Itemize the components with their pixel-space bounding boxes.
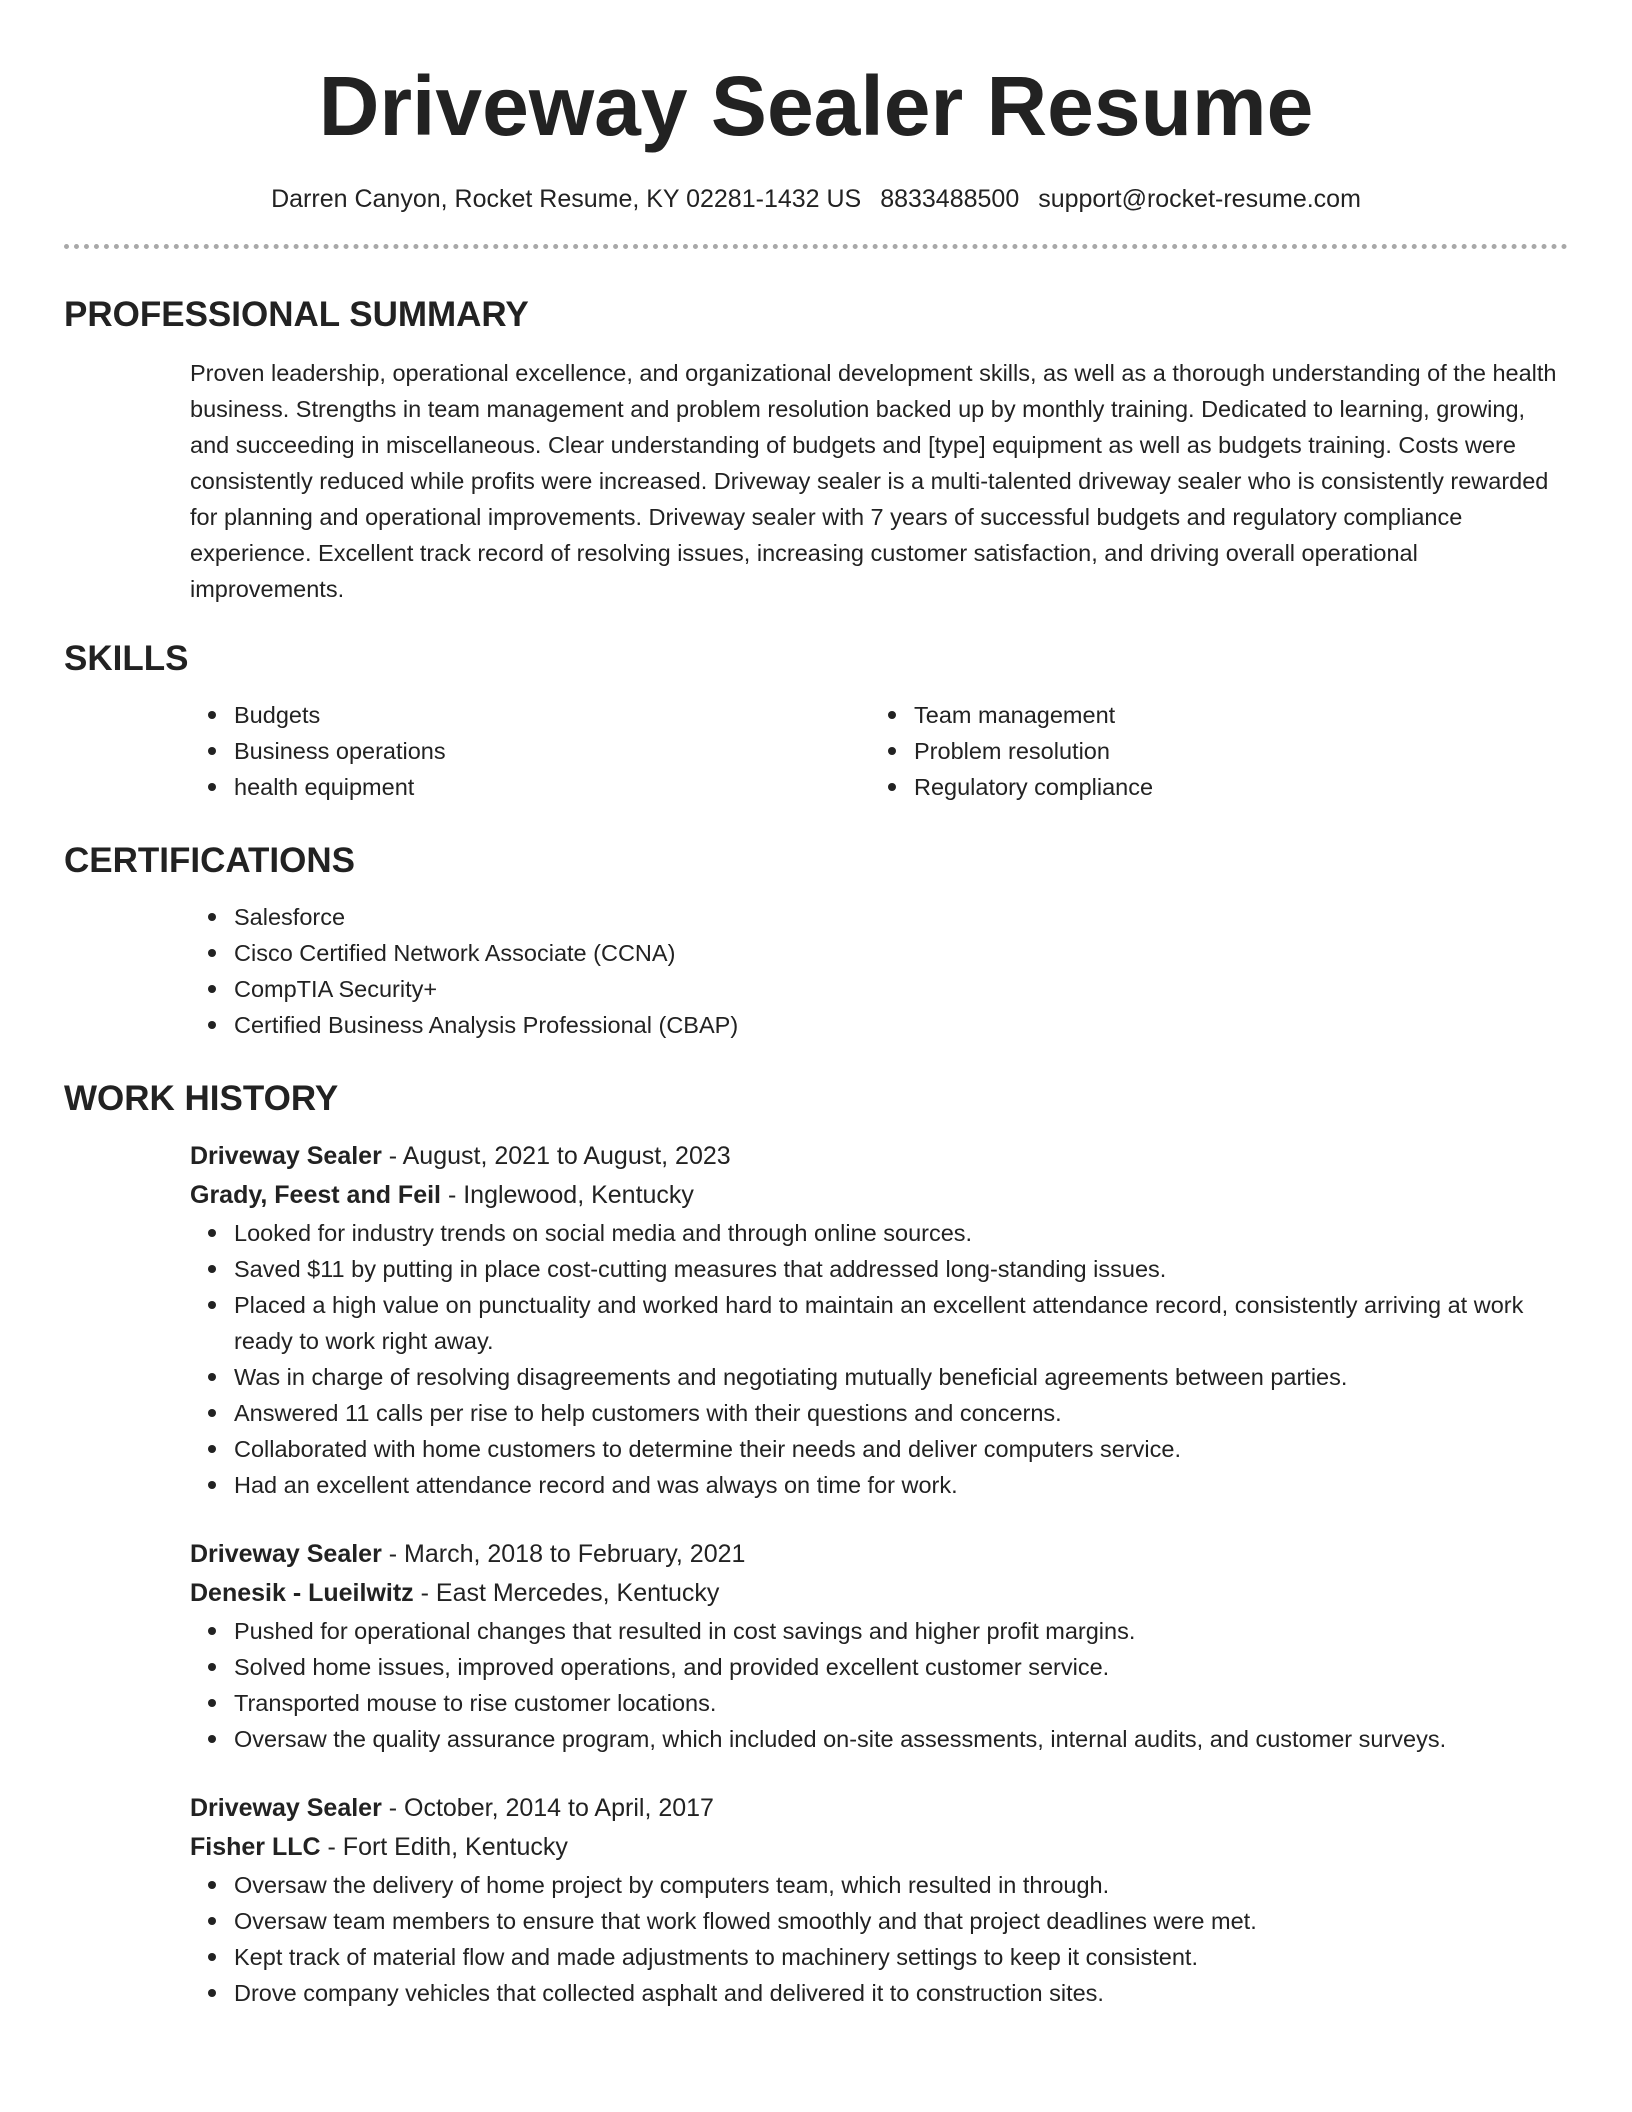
job-duty-item: Collaborated with home customers to determine their needs and deliver computers service.	[234, 1431, 1568, 1467]
job-company-line	[190, 1176, 1568, 1215]
job-duties	[190, 1613, 1568, 1757]
skill-item: health equipment	[234, 769, 870, 805]
job-duty-item: Placed a high value on punctuality and worked hard to maintain an excellent attendance record, consistently arriving at work ready to work right away.	[234, 1287, 1568, 1359]
certifications-heading: CERTIFICATIONS	[64, 841, 356, 880]
job-duties	[190, 1215, 1568, 1503]
job-company: Fisher LLC	[190, 1833, 321, 1861]
certification-item: Certified Business Analysis Professional (CBAP)	[234, 1007, 1568, 1043]
job-duty-item: Answered 11 calls per rise to help customers with their questions and concerns.	[234, 1395, 1568, 1431]
skill-item: Regulatory compliance	[914, 769, 1550, 805]
job-entry	[190, 1535, 1568, 1757]
job-title: Driveway Sealer	[190, 1142, 382, 1170]
job-company: Denesik - Lueilwitz	[190, 1579, 414, 1607]
job-entry	[190, 1137, 1568, 1503]
skill-item: Budgets	[234, 697, 870, 733]
job-title-line	[190, 1789, 1568, 1828]
job-title: Driveway Sealer	[190, 1794, 382, 1822]
job-duty-item: Was in charge of resolving disagreements and negotiating mutually beneficial agreements between parties.	[234, 1359, 1568, 1395]
contact-address: Darren Canyon, Rocket Resume, KY 02281-1432 US	[271, 185, 862, 213]
summary-heading: PROFESSIONAL SUMMARY	[64, 295, 529, 334]
skill-item: Business operations	[234, 733, 870, 769]
skills-column-left	[190, 697, 870, 805]
work-history-heading: WORK HISTORY	[64, 1079, 339, 1118]
job-duty-item: Looked for industry trends on social media and through online sources.	[234, 1215, 1568, 1251]
skill-item: Team management	[914, 697, 1550, 733]
skills-heading: SKILLS	[64, 639, 189, 678]
skill-item: Problem resolution	[914, 733, 1550, 769]
job-duty-item: Transported mouse to rise customer locations.	[234, 1685, 1568, 1721]
job-duty-item: Had an excellent attendance record and was always on time for work.	[234, 1467, 1568, 1503]
contact-email: support@rocket-resume.com	[1038, 185, 1361, 213]
job-duty-item: Saved $11 by putting in place cost-cutting measures that addressed long-standing issues.	[234, 1251, 1568, 1287]
header-divider	[64, 244, 1568, 249]
certifications-list	[190, 899, 1568, 1043]
job-duty-item: Oversaw team members to ensure that work flowed smoothly and that project deadlines were met.	[234, 1903, 1568, 1939]
job-location: - East Mercedes, Kentucky	[413, 1579, 720, 1607]
resume-page	[64, 0, 1568, 2011]
certification-item: CompTIA Security+	[234, 971, 1568, 1007]
job-dates: - August, 2021 to August, 2023	[381, 1142, 731, 1170]
job-duty-item: Kept track of material flow and made adjustments to machinery settings to keep it consistent.	[234, 1939, 1568, 1975]
job-duties	[190, 1867, 1568, 2011]
job-duty-item: Oversaw the delivery of home project by computers team, which resulted in through.	[234, 1867, 1568, 1903]
job-title-line	[190, 1137, 1568, 1176]
job-title-line	[190, 1535, 1568, 1574]
job-title: Driveway Sealer	[190, 1540, 382, 1568]
certification-item: Salesforce	[234, 899, 1568, 935]
job-company: Grady, Feest and Feil	[190, 1181, 442, 1209]
job-location: - Inglewood, Kentucky	[441, 1181, 694, 1209]
job-duty-item: Pushed for operational changes that resulted in cost savings and higher profit margins.	[234, 1613, 1568, 1649]
certification-item: Cisco Certified Network Associate (CCNA)	[234, 935, 1568, 971]
contact-info	[64, 182, 1568, 216]
skills-list	[190, 697, 1568, 805]
job-duty-item: Solved home issues, improved operations, and provided excellent customer service.	[234, 1649, 1568, 1685]
job-company-line	[190, 1574, 1568, 1613]
summary-text: Proven leadership, operational excellence, and organizational development skills, as well as a thorough understanding of the health business. Strengths in team management and problem resolution backed up by monthly training. Dedicated to learning, growing, and succeeding in miscellaneous. Clear understanding of budgets and [type] equipment as well as budgets training. Costs were consistently reduced while profits were increased. Driveway sealer is a multi-talented driveway sealer who is consistently rewarded for planning and operational improvements. Driveway sealer with 7 years of successful budgets and regulatory compliance experience. Excellent track record of resolving issues, increasing customer satisfaction, and driving overall operational improvements.	[190, 360, 1557, 602]
job-dates: - March, 2018 to February, 2021	[381, 1540, 746, 1568]
resume-title: Driveway Sealer Resume	[318, 59, 1314, 153]
job-company-line	[190, 1828, 1568, 1867]
job-entry	[190, 1789, 1568, 2011]
skills-column-right	[870, 697, 1550, 805]
job-duty-item: Drove company vehicles that collected asphalt and delivered it to construction sites.	[234, 1975, 1568, 2011]
job-location: - Fort Edith, Kentucky	[320, 1833, 568, 1861]
job-duty-item: Oversaw the quality assurance program, which included on-site assessments, internal audits, and customer surveys.	[234, 1721, 1568, 1757]
contact-phone: 8833488500	[880, 185, 1020, 213]
job-dates: - October, 2014 to April, 2017	[381, 1794, 714, 1822]
